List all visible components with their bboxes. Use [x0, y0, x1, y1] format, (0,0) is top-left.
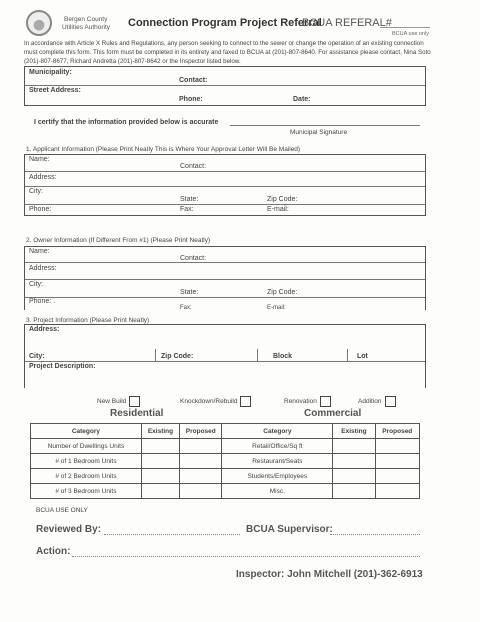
email-label[interactable]: E-mail: [267, 305, 286, 311]
divider [155, 349, 156, 361]
residential-category: # of 1 Bedroom Units [31, 454, 142, 469]
street-address-label[interactable]: Street Address: [29, 87, 81, 94]
reviewed-by-label: Reviewed By: [36, 524, 102, 535]
address-label[interactable]: Address: [29, 174, 57, 181]
new-build-checkbox[interactable] [129, 396, 140, 407]
municipality-label[interactable]: Municipality: [29, 69, 72, 76]
block-label[interactable]: Block [273, 353, 293, 360]
org-line-2: Utilities Authority [62, 24, 111, 31]
table-row [31, 484, 420, 499]
existing-cell[interactable] [333, 484, 375, 499]
signature-line[interactable] [230, 125, 420, 126]
applicant-box [24, 154, 426, 216]
zip-label[interactable]: Zip Code: [267, 196, 298, 203]
column-header: Proposed [180, 424, 222, 439]
certify-text: I certify that the information provided below is accurate [34, 119, 219, 126]
knockdown-rebuild-checkbox[interactable] [240, 396, 251, 407]
addition-checkbox[interactable] [385, 396, 396, 407]
city-label[interactable]: City: [29, 353, 45, 360]
project-heading: 3. Project Information (Please Print Neatly) [26, 317, 150, 324]
address-label[interactable]: Address: [29, 265, 57, 272]
commercial-category: Retail/Office/Sq ft [222, 439, 333, 454]
proposed-cell[interactable] [375, 439, 419, 454]
form-title: Connection Program Project Referral [128, 17, 322, 29]
org-name [62, 16, 110, 32]
build-type-label: New Build [97, 398, 127, 406]
existing-cell[interactable] [141, 484, 179, 499]
column-header: Category [222, 424, 333, 439]
lot-label[interactable]: Lot [357, 353, 368, 360]
column-header: Existing [333, 424, 375, 439]
renovation-checkbox[interactable] [320, 396, 331, 407]
supervisor-field[interactable] [330, 534, 420, 535]
table-header-row [31, 424, 420, 439]
build-type-label: Renovation [284, 398, 317, 406]
project-box [24, 324, 426, 388]
phone-label[interactable]: Phone: [29, 206, 52, 213]
date-label[interactable]: Date: [293, 96, 311, 103]
divider [25, 279, 425, 280]
divider [25, 361, 425, 362]
divider [25, 85, 425, 86]
phone-label[interactable]: Phone: [179, 96, 203, 103]
org-line-1: Bergen County [64, 16, 108, 23]
table-row [31, 439, 420, 454]
existing-cell[interactable] [333, 469, 375, 484]
proposed-cell[interactable] [180, 454, 222, 469]
build-type-new[interactable] [97, 396, 140, 407]
intro-text: In accordance with Article X Rules and Regulations, any person seeking to connect to the sewer or change the operation of an existing connection must complete this form. This form must be completed in its entirety and faxed to BCUA at (201)-807-8640. For assistance please contact, Nina Soto (201)-807-8677, Richard Andretta (201)-807-8642 or the Inspector listed below. [24, 40, 431, 65]
proposed-cell[interactable] [180, 484, 222, 499]
commercial-title: Commercial [304, 408, 362, 419]
column-header: Category [31, 424, 142, 439]
state-label[interactable]: State: [180, 289, 199, 296]
divider [25, 186, 425, 187]
build-type-knockdown[interactable] [180, 396, 251, 407]
city-label[interactable]: City: [29, 281, 43, 288]
residential-category: # of 3 Bedroom Units [31, 484, 142, 499]
fax-label[interactable]: Fax: [180, 206, 194, 213]
build-type-label: Addition [358, 398, 382, 406]
contact-label[interactable]: Contact: [179, 77, 208, 84]
proposed-cell[interactable] [375, 454, 419, 469]
state-label[interactable]: State: [180, 196, 199, 203]
contact-label[interactable]: Contact: [180, 163, 207, 170]
bcua-use-only-note: BCUA use only [392, 31, 429, 37]
existing-cell[interactable] [333, 454, 375, 469]
owner-box [24, 246, 426, 310]
proposed-cell[interactable] [375, 484, 419, 499]
existing-cell[interactable] [141, 454, 179, 469]
name-label[interactable]: Name: [29, 248, 50, 255]
bcua-logo [26, 10, 52, 36]
action-field[interactable] [72, 556, 420, 557]
supervisor-label: BCUA Supervisor: [246, 524, 333, 535]
existing-cell[interactable] [333, 439, 375, 454]
table-row [31, 454, 420, 469]
proposed-cell[interactable] [180, 439, 222, 454]
address-label[interactable]: Address: [29, 326, 60, 333]
bcua-use-only-footer: BCUA USE ONLY [36, 507, 88, 514]
commercial-category: Restaurant/Seats [222, 454, 333, 469]
proposed-cell[interactable] [375, 469, 419, 484]
divider [25, 171, 425, 172]
city-label[interactable]: City: [29, 188, 43, 195]
proposed-cell[interactable] [180, 469, 222, 484]
commercial-category: Misc. [222, 484, 333, 499]
residential-title: Residential [110, 408, 164, 419]
applicant-heading: 1. Applicant Information (Please Print Neatly This is Where Your Approval Letter Will Be Mailed) [26, 146, 301, 153]
zip-label[interactable]: Zip Code: [267, 289, 298, 296]
column-header: Existing [141, 424, 179, 439]
inspector-contact: Inspector: John Mitchell (201)-362-6913 [236, 569, 423, 580]
build-type-addition[interactable] [358, 396, 396, 407]
existing-cell[interactable] [141, 439, 179, 454]
referral-number-label: BCUA REFERAL# [302, 17, 392, 29]
column-header: Proposed [375, 424, 419, 439]
email-label[interactable]: E-mail: [267, 206, 289, 213]
reviewed-by-field[interactable] [104, 534, 240, 535]
divider [25, 262, 425, 263]
divider [347, 349, 348, 361]
commercial-category: Students/Employees [222, 469, 333, 484]
fax-label[interactable]: Fax: [180, 305, 192, 311]
residential-category: # of 2 Bedroom Units [31, 469, 142, 484]
contact-label[interactable]: Contact: [180, 255, 207, 262]
divider [257, 349, 258, 361]
residential-category: Number of Dwellings Units [31, 439, 142, 454]
units-table [30, 423, 420, 499]
owner-heading: 2. Owner Information (If Different From #1) (Please Print Neatly) [26, 237, 211, 244]
signature-label: Municipal Signature [290, 129, 348, 136]
table-row [31, 469, 420, 484]
divider [25, 297, 425, 298]
referral-number-field[interactable] [380, 27, 430, 28]
name-label[interactable]: Name: [29, 156, 50, 163]
phone-label[interactable]: Phone: . [29, 298, 56, 305]
existing-cell[interactable] [141, 469, 179, 484]
build-type-label: Knockdown/Rebuild [180, 398, 238, 406]
divider [25, 204, 425, 205]
municipality-box [24, 66, 426, 106]
action-label: Action: [36, 546, 71, 557]
zip-label[interactable]: Zip Code: [161, 353, 194, 360]
project-description-label[interactable]: Project Description: [29, 363, 96, 370]
build-type-renovation[interactable] [284, 396, 331, 407]
